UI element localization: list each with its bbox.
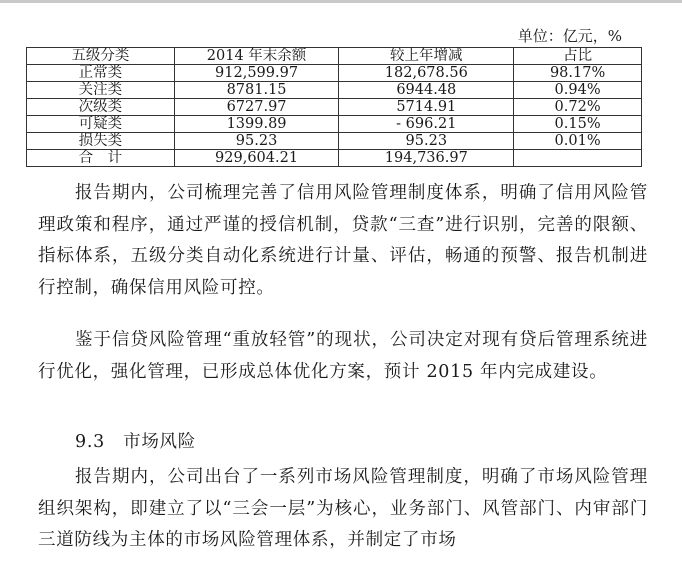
- cell-category: 正常类: [27, 65, 175, 82]
- cell-share: 98.17%: [514, 65, 642, 82]
- cell-change: 194,736.97: [339, 150, 514, 167]
- header-category: 五级分类: [27, 48, 175, 65]
- cell-change: - 696.21: [339, 116, 514, 133]
- paragraph-market-risk: 报告期内，公司出台了一系列市场风险管理制度，明确了市场风险管理组织架构，即建立了以“三会一层”为核心，业务部门、风管部门、内审部门三道防线为主体的市场风险管理体系，并制定了市场: [38, 467, 648, 550]
- header-balance: 2014 年末余额: [174, 48, 339, 65]
- cell-change: 95.23: [339, 133, 514, 150]
- paragraph-post-loan: 鉴于信贷风险管理“重放轻管”的现状，公司决定对现有贷后管理系统进行优化，强化管理，已形成总体优化方案，预计 2015 年内完成建设。: [38, 330, 648, 382]
- cell-share: 0.94%: [514, 82, 642, 99]
- table-total-row: [27, 150, 642, 167]
- top-border: [0, 0, 682, 3]
- table-row: [27, 133, 642, 150]
- paragraph-credit-risk: 报告期内，公司梳理完善了信用风险管理制度体系，明确了信用风险管理政策和程序，通过严谨的授信机制，贷款“三查”进行识别，完善的限额、指标体系，五级分类自动化系统进行计量、评估，畅通的预警、报告机制进行控制，确保信用风险可控。: [38, 183, 648, 298]
- loan-classification-table: [26, 47, 642, 167]
- cell-balance: 1399.89: [174, 116, 339, 133]
- section-heading: 9.3 市场风险: [75, 432, 196, 452]
- table-row: [27, 65, 642, 82]
- cell-balance: 912,599.97: [174, 65, 339, 82]
- cell-share: 0.01%: [514, 133, 642, 150]
- cell-share: 0.72%: [514, 99, 642, 116]
- unit-label: 单位：亿元，%: [517, 27, 622, 45]
- cell-balance: 8781.15: [174, 82, 339, 99]
- cell-category: 关注类: [27, 82, 175, 99]
- cell-change: 182,678.56: [339, 65, 514, 82]
- cell-share: [514, 150, 642, 167]
- cell-category: 次级类: [27, 99, 175, 116]
- cell-balance: 95.23: [174, 133, 339, 150]
- header-change: 较上年增减: [339, 48, 514, 65]
- table-header-row: [27, 48, 642, 65]
- table-row: [27, 116, 642, 133]
- cell-share: 0.15%: [514, 116, 642, 133]
- cell-change: 6944.48: [339, 82, 514, 99]
- table-row: [27, 99, 642, 116]
- cell-category: 损失类: [27, 133, 175, 150]
- cell-balance: 6727.97: [174, 99, 339, 116]
- cell-change: 5714.91: [339, 99, 514, 116]
- cell-category: 合 计: [27, 150, 175, 167]
- table-row: [27, 82, 642, 99]
- cell-category: 可疑类: [27, 116, 175, 133]
- header-share: 占比: [514, 48, 642, 65]
- cell-balance: 929,604.21: [174, 150, 339, 167]
